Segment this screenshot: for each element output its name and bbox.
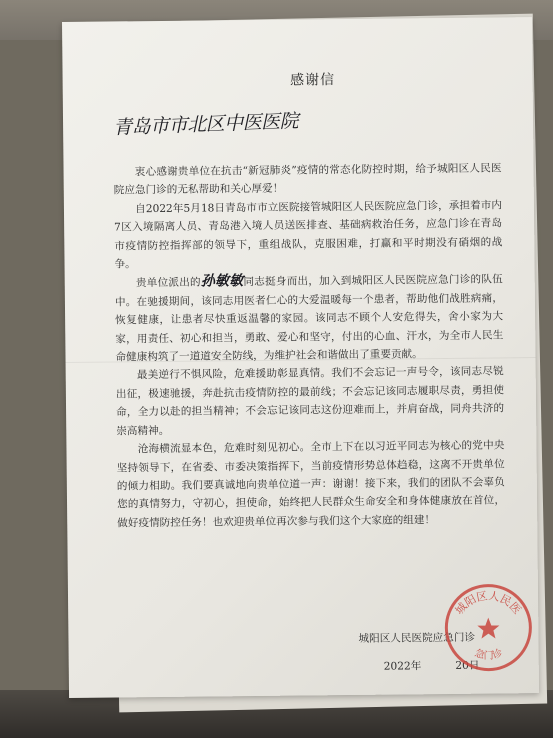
paragraph-5: 沧海横流显本色，危难时刻见初心。全市上下在以习近平同志为核心的党中央坚持领导下，在省委、市委决策指挥下，当前疫情形势总体趋稳，这离不开贵单位的倾力相助。我们要真诚地向贵单位道一声：谢谢！接下来，我们的团队不会辜负您的真情努力，守初心，担使命，始终把人民群众生命安全和身体健康放在首位，做好疫情防控任务！也欢迎贵单位再次参与我们这个大家庭的组建！ [116,439,506,530]
letter-title: 感谢信 [290,72,336,89]
handwritten-recipient: 青岛市市北区中医医院 [112,110,299,139]
svg-text:急门诊 [473,646,504,662]
date-year: 2022年 [383,660,422,673]
paragraph-2: 自2022年5月18日青岛市市立医院接管城阳区人民医院应急门诊，承担着市内7区入境隔离人员、青岛港入境人员送医排查、基础病救治任务，应急门诊在青岛市疫情防控指挥部的领导下，重组战队，克服困难，打赢和平时期没有硝烟的战争。 [114,199,503,271]
paragraph-1: 衷心感谢贵单位在抗击“新冠肺炎”疫情的常态化防控时期，给予城阳区人民医院应急门诊的无私帮助和关心厚爱！ [113,162,502,197]
dispatch-text-after: 同志挺身而出，加入到城阳区人民医院应急门诊的队伍中。在驰援期间，该同志用医者仁心的大爱温暖每一个患者，帮助他们战胜病痛，恢复健康，让患者尽快重返温馨的家园。该同志不顾个人安危得失，舍小家为大家，用责任、初心和担当，勇敢、爱心和坚守，付出的心血、汗水，为全市人民生命健康构筑了一道道安全防线，为维护社会和谐做出了重要贡献。 [114,273,504,364]
official-seal [440,579,537,676]
paragraph-3 [115,270,504,367]
handwritten-name: 孙敏敏 [200,273,244,290]
letter-body [113,159,505,532]
dispatch-text-before: 贵单位派出的 [135,276,201,290]
seal-text-top: 城阳区人民医 [452,589,524,618]
paragraph-4: 最美逆行不惧风险，危难援助彰显真情。我们不会忘记一声号令，该同志尽锐出征，极速驰援，奔赴抗击疫情防控的最前线；不会忘记该同志履职尽责，勇担使命，全力以赴的担当精神；不会忘记该同志这份迎难而上，并肩奋战，同舟共济的崇高精神。 [115,365,505,438]
signature-line: 城阳区人民医院应急门诊 [358,631,476,645]
seal-text-bottom: 急门诊 [473,647,505,662]
letter-sheet [62,17,539,698]
date-day: 20日 [455,659,480,672]
seal-star-icon [477,617,499,638]
